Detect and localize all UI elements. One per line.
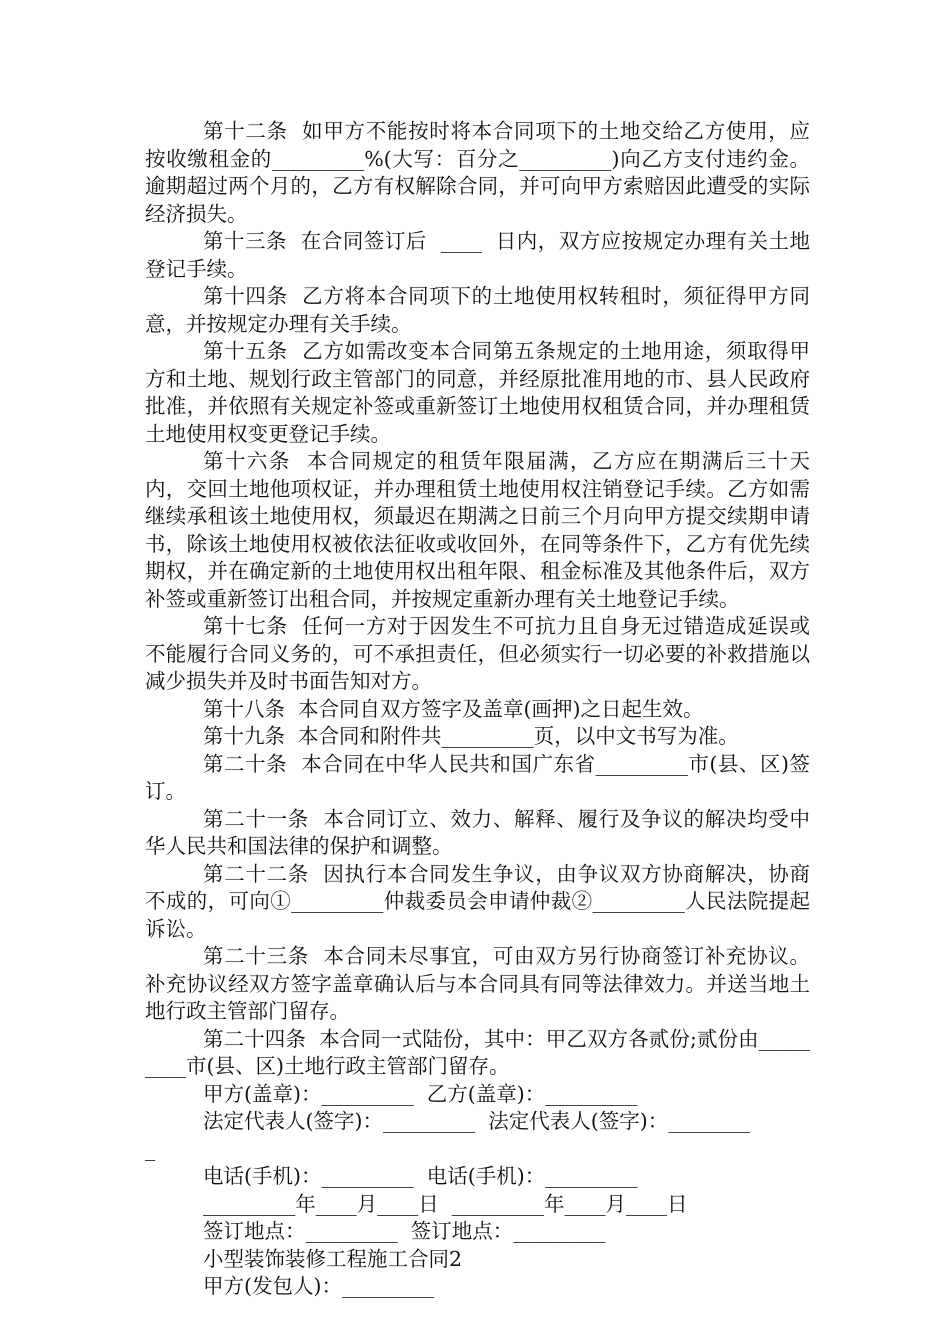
article-15: 第十五条 乙方如需改变本合同第五条规定的土地用途，须取得甲方和土地、规划行政主管部门的同意，并经原批准用地的市、县人民政府批准，并依照有关规定补签或重新签订土地使用权租赁合同，并办理租赁土地使用权变更登记手续。 (145, 339, 810, 446)
signing-place-line: 签订地点：_________ 签订地点：_________ (203, 1219, 606, 1243)
legal-representative-line-tail: _ (145, 1136, 156, 1161)
date-line: _________年____月____日 _________年____月____日 (203, 1191, 688, 1216)
article-20: 第二十条 本合同在中华人民共和国广东省_________市(县、区)签订。 (145, 751, 810, 803)
article-16: 第十六条 本合同规定的租赁年限届满，乙方应在期满后三十天内，交回土地他项权证，并办理租赁土地使用权注销登记手续。乙方如需继续承租该土地使用权，须最迟在期满之日前三个月向甲方提交续期申请书，除该土地使用权被依法征收或收回外，在同等条件下，乙方有优先续期权，并在确定新的土地使用权出租年限、租金标准及其他条件后，双方补签或重新签订出租合同，并按规定重新办理有关土地登记手续。 (145, 449, 810, 611)
seal-line: 甲方(盖章)：_________ 乙方(盖章)：_________ (203, 1081, 638, 1106)
article-24: 第二十四条 本合同一式陆份，其中：甲乙双方各贰份;贰份由_________市(县、区)土地行政主管部门留存。 (145, 1026, 810, 1078)
article-17: 第十七条 任何一方对于因发生不可抗力且自身无过错造成延误或不能履行合同义务的，可不承担责任，但必须实行一切必要的补救措施以减少损失并及时书面告知对方。 (145, 614, 810, 693)
article-23: 第二十三条 本合同未尽事宜，可由双方另行协商签订补充协议。补充协议经双方签字盖章确认后与本合同具有同等法律效力。并送当地土地行政主管部门留存。 (145, 944, 810, 1023)
article-19: 第十九条 本合同和附件共_________页，以中文书写为准。 (203, 724, 739, 748)
party-a-employer-line: 甲方(发包人)：_________ (203, 1274, 435, 1298)
article-14: 第十四条 乙方将本合同项下的土地使用权转租时，须征得甲方同意，并按规定办理有关手续。 (145, 284, 810, 336)
article-22: 第二十二条 因执行本合同发生争议，由争议双方协商解决，协商不成的，可向①_________仲裁委员会申请仲裁②_________人民法院提起诉讼。 (145, 861, 810, 941)
contract-page (145, 118, 810, 1301)
legal-representative-line: 法定代表人(签字)：_________ 法定代表人(签字)：________ (203, 1109, 751, 1133)
article-13: 第十三条 在合同签订后 ____ 日内，双方应按规定办理有关土地登记手续。 (145, 229, 810, 281)
next-document-title: 小型装饰装修工程施工合同2 (203, 1246, 463, 1271)
article-21: 第二十一条 本合同订立、效力、解释、履行及争议的解决均受中华人民共和国法律的保护和调整。 (145, 806, 810, 858)
article-18: 第十八条 本合同自双方签字及盖章(画押)之日起生效。 (203, 696, 704, 721)
phone-line: 电话(手机)：_________ 电话(手机)：_________ (203, 1164, 638, 1188)
article-12: 第十二条 如甲方不能按时将本合同项下的土地交给乙方使用，应按收缴租金的_________%(大写：百分之_________)向乙方支付违约金。逾期超过两个月的，乙方有权解除合同，并可向甲方索赔因此遭受的实际经济损失。 (145, 119, 810, 226)
